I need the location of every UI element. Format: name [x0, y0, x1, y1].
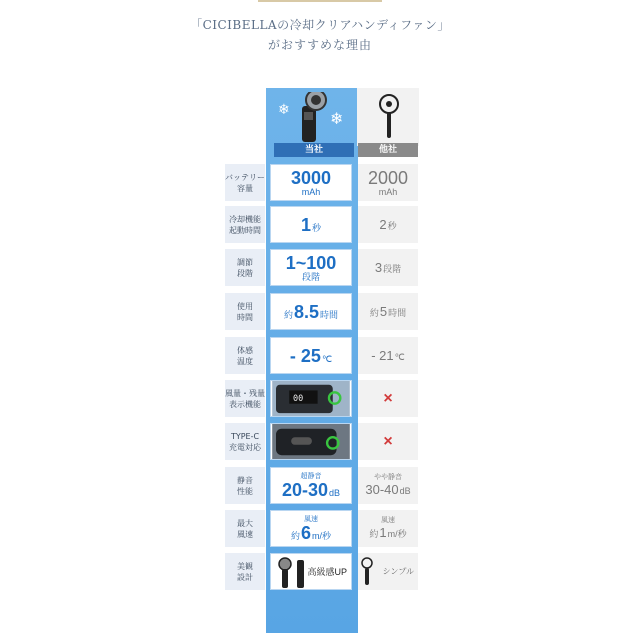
row-label-temperature: 体感 温度: [225, 337, 265, 374]
ours-fan-image: [272, 92, 352, 142]
ours-typec-cell: [270, 423, 352, 460]
top-divider: [258, 0, 382, 2]
other-temperature-cell: - 21 ℃: [358, 337, 418, 374]
row-label-usage-time: 使用 時間: [225, 293, 265, 330]
other-quiet-cell: やや静音 30-40 dB: [358, 467, 418, 504]
other-wind-cell: 風速 約 1 m/秒: [358, 510, 418, 547]
ours-cooling-cell: 1 秒: [270, 206, 352, 243]
other-usage-cell: 約 5 時間: [358, 293, 418, 330]
row-label-wind-speed: 最大 風速: [225, 510, 265, 547]
row-label-typec: TYPE-C 充電対応: [225, 423, 265, 460]
ours-quiet-cell: 超静音 20-30 dB: [270, 467, 352, 504]
other-levels-cell: 3 段階: [358, 249, 418, 286]
other-design-cell: シンプル: [358, 553, 418, 590]
other-cooling-cell: 2 秒: [358, 206, 418, 243]
ours-wind-cell: 風速 約 6 m/秒: [270, 510, 352, 547]
other-fan-image: [372, 92, 406, 142]
row-label-display: 風量・残量 表示機能: [225, 380, 265, 417]
other-typec-cell: [358, 423, 418, 460]
page-subtitle: がおすすめな理由: [267, 38, 373, 52]
typec-photo-image: [270, 424, 352, 459]
ours-battery-cell: 3000 mAh: [270, 164, 352, 201]
other-fan-thumbnail: [360, 557, 374, 587]
cross-mark: ×: [383, 432, 393, 450]
ours-design-cell: 高級感UP: [270, 553, 352, 590]
row-label-levels: 調節 段階: [225, 249, 265, 286]
page-title: 「CICIBELLAの冷却クリアハンディファン」: [190, 18, 450, 32]
ours-levels-cell: 1~100 段階: [270, 249, 352, 286]
other-battery-cell: 2000 mAh: [358, 164, 418, 201]
row-label-battery: バッテリー 容量: [225, 164, 265, 201]
svg-text:00: 00: [293, 393, 304, 404]
svg-text:❄: ❄: [278, 102, 290, 118]
other-display-cell: [358, 380, 418, 417]
display-photo-image: [270, 381, 352, 416]
ours-display-cell: [270, 380, 352, 417]
row-label-design: 美観 設計: [225, 553, 265, 590]
row-label-cooling-start: 冷却機能 起動時間: [225, 206, 265, 243]
ours-fan-thumbnail: [275, 556, 311, 589]
svg-text:❄: ❄: [330, 109, 344, 128]
cross-mark: ×: [383, 389, 393, 407]
ours-column-label: 当社: [274, 143, 354, 157]
other-column-label: 他社: [358, 143, 418, 157]
ours-usage-cell: 約 8.5 時間: [270, 293, 352, 330]
ours-temperature-cell: - 25 ℃: [270, 337, 352, 374]
row-label-quiet: 静音 性能: [225, 467, 265, 504]
